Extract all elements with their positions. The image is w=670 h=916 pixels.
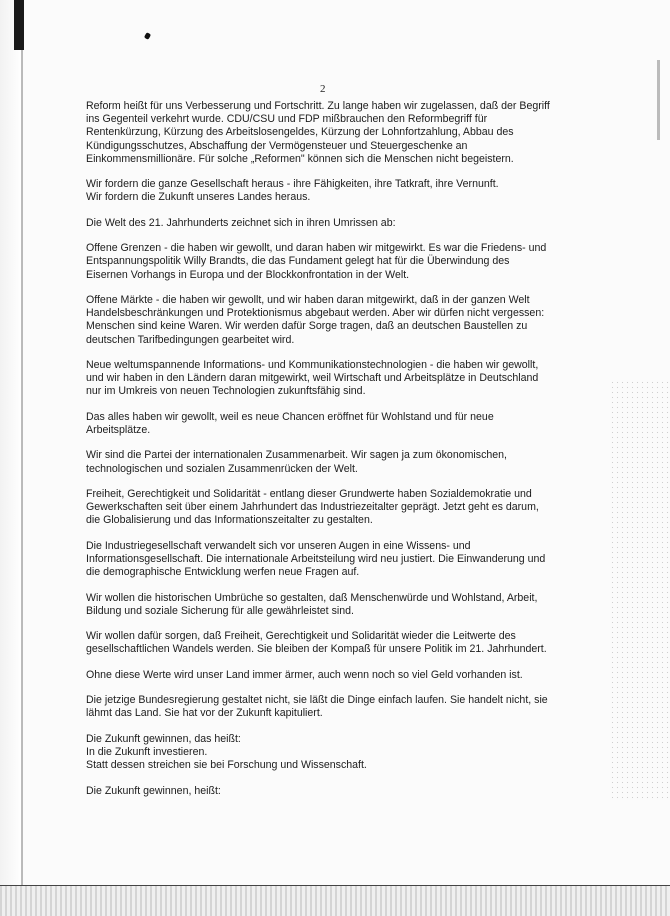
scan-speck [144, 32, 151, 40]
paragraph-opportunities: Das alles haben wir gewollt, weil es neue Chancen eröffnet für Wohlstand und für neue Arbeitsplätze. [86, 410, 494, 436]
page-number: 2 [320, 83, 326, 95]
paragraph-win-future: Die Zukunft gewinnen, heißt: [86, 784, 221, 797]
scan-edge-shadow [0, 0, 22, 916]
paragraph-open-borders: Offene Grenzen - die haben wir gewollt, und daran haben wir mitgewirkt. Es war die Friedens- und Entspannungspolitik Willy Brandts, die das Fundament gelegt hat für die Überwindung des Eisernen Vorhangs in Europa und der Blockkonfrontation in der Welt. [86, 242, 547, 281]
scan-noise [610, 380, 670, 800]
paragraph-international-cooperation: Wir sind die Partei der internationalen Zusammenarbeit. Wir sagen ja zum ökonomischen, technologischen und sozialen Zusammenrücken der Welt. [86, 449, 507, 475]
paragraph-open-markets: Offene Märkte - die haben wir gewollt, und wir haben daran mitgewirkt, daß in der ganzen Welt Handelsbeschränkungen und Protektionismus abgebaut werden. Aber wir dürfen nicht vergessen: Menschen sind keine Waren. Wir werden dafür Sorge tragen, daß an deutschen Baustellen zu deutschen Tarifbedingungen gearbeitet wird. [86, 293, 545, 346]
paragraph-core-values: Freiheit, Gerechtigkeit und Solidarität - entlang dieser Grundwerte haben Sozialdemokratie und Gewerkschaften seit über einem Jahrhundert das Industriezeitalter geprägt. Jetzt geht es darum, die Globalisierung und das Informationszeitalter zu gestalten. [86, 487, 539, 527]
scan-bottom-edge [0, 885, 670, 916]
paragraph-world-outline: Die Welt des 21. Jahrhunderts zeichnet sich in ihren Umrissen ab: [86, 216, 396, 229]
paragraph-technologies: Neue weltumspannende Informations- und Kommunikationstechnologien - die haben wir gewollt, und wir haben in den Ländern daran mitgewirkt, weil Wirtschaft und Arbeitsplätze in Deutschland nur im Umkreis von neuen Technologien zukunftsfähig sind. [86, 358, 539, 398]
paragraph-poorer-country: Ohne diese Werte wird unser Land immer ärmer, auch wenn noch so viel Geld vorhanden ist. [86, 668, 523, 681]
paragraph-win-future-invest: Die Zukunft gewinnen, das heißt: In die Zukunft investieren. Statt dessen streichen sie bei Forschung und Wissenschaft. [86, 732, 367, 772]
scan-margin-mark [657, 60, 660, 140]
paragraph-information-society: Die Industriegesellschaft verwandelt sich vor unseren Augen in eine Wissens- und Informationsgesellschaft. Die internationale Arbeitsteilung wird neu justiert. Die Einwanderung und die demographische Entwicklung werfen neue Fragen auf. [86, 539, 546, 579]
binder-mark [14, 0, 24, 50]
paragraph-historic-change: Wir wollen die historischen Umbrüche so gestalten, daß Menschenwürde und Wohlstand, Arbeit, Bildung und soziale Sicherung für alle gewährleistet sind. [86, 591, 538, 617]
paragraph-government-critique: Die jetzige Bundesregierung gestaltet nicht, sie läßt die Dinge einfach laufen. Sie handelt nicht, sie lähmt das Land. Sie hat vor der Zukunft kapituliert. [86, 694, 548, 720]
paragraph-guiding-values: Wir wollen dafür sorgen, daß Freiheit, Gerechtigkeit und Solidarität wieder die Leitwerte des gesellschaftlichen Wandels werden. Sie bleiben der Kompaß für unsere Politik im 21. Jahrhundert. [86, 630, 547, 656]
paragraph-challenge: Wir fordern die ganze Gesellschaft heraus - ihre Fähigkeiten, ihre Tatkraft, ihre Vernunft. Wir fordern die Zukunft unseres Landes heraus. [86, 178, 499, 204]
paragraph-reform: Reform heißt für uns Verbesserung und Fortschritt. Zu lange haben wir zugelassen, daß der Begriff ins Gegenteil verkehrt wurde. CDU/CSU und FDP mißbrauchen den Reformbegriff für Rentenkürzung, Kürzung des Arbeitslosengeldes, Kürzung der Lohnfortzahlung, Abbau des Kündigungsschutzes, Abschaffung der Vermögensteuer und Steuergeschenke an Einkommensmillionäre. Für solche „Reformen" können sich die Menschen nicht begeistern. [86, 100, 550, 165]
binder-line [21, 50, 23, 916]
document-body [86, 100, 586, 810]
